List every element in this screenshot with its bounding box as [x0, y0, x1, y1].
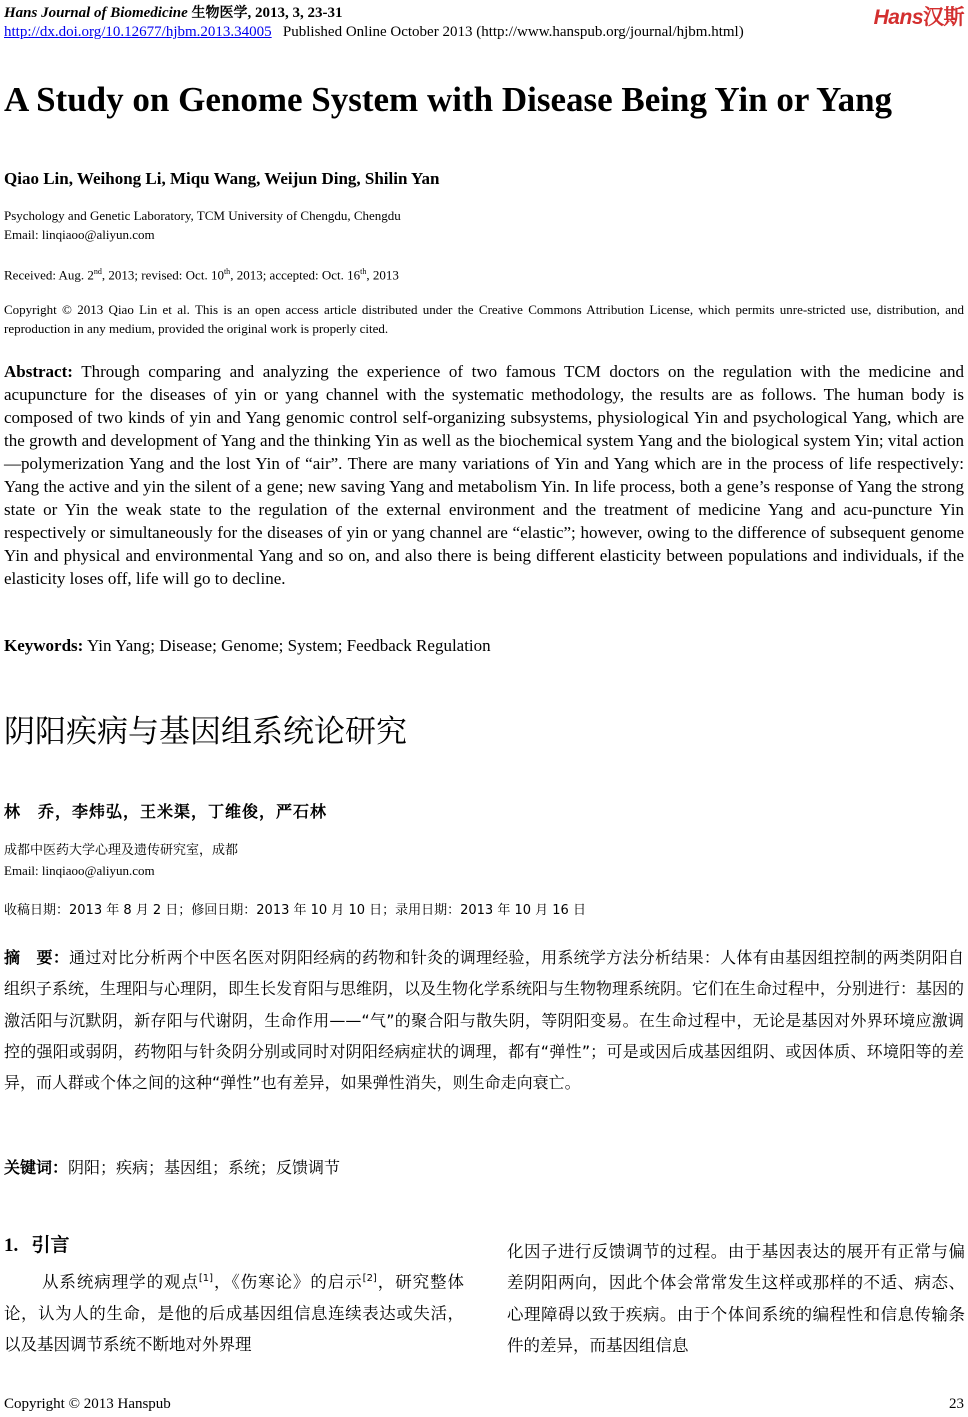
affiliation-block-cn [4, 841, 238, 881]
authors-en: Qiao Lin, Weihong Li, Miqu Wang, Weijun Ding, Shilin Yan [4, 169, 440, 188]
keywords-cn [4, 1155, 340, 1178]
keywords-text-cn: 阴阳；疾病；基因组；系统；反馈调节 [68, 1158, 341, 1177]
published-online: Published Online October 2013 (http://www.hanspub.org/journal/hjbm.html) [282, 24, 744, 40]
email-en: Email: linqiaoo@aliyun.com [4, 227, 155, 242]
accepted-date: , 2013; accepted: Oct. 16 [230, 267, 361, 283]
revised-sup: th [223, 267, 231, 276]
section-title: 引言 [31, 1234, 70, 1256]
journal-name: Hans Journal of Biomedicine [4, 5, 188, 21]
received-sup: nd [93, 267, 102, 276]
page-number: 23 [949, 1396, 964, 1412]
footer-copyright: Copyright © 2013 Hanspub [4, 1396, 171, 1412]
intro-text-2: ，《伤寒论》的启示 [213, 1272, 363, 1292]
body-column-left [4, 1228, 464, 1360]
section-number: 1. [4, 1235, 19, 1256]
paper-title-cn: 阴阳疾病与基因组系统论研究 [4, 714, 407, 750]
keywords-label: Keywords: [4, 636, 84, 655]
intro-paragraph [4, 1263, 464, 1360]
abstract-cn [4, 942, 964, 1098]
body-column-right: 化因子进行反馈调节的过程。由于基因表达的展开有正常与偏差阴阳两向，因此个体会常常发生这样或那样的不适、病态、心理障碍以致于疾病。由于个体间系统的编程性和信息传输条件的差异，而基因组信息 [507, 1242, 965, 1355]
affiliation-block-en [4, 206, 401, 244]
abstract-text-cn: 通过对比分析两个中医名医对阴阳经病的药物和针灸的调理经验，用系统学方法分析结果：人体有由基因组控制的两类阴阳自组织子系统，生理阳与心理阴，即生长发育阳与思维阴，以及生物化学系统阳与生物物理系统阴。它们在生命过程中，分别进行：基因的激活阳与沉默阴，新存阳与代谢阴，生命作用——“气”的聚合阳与散失阴，等阴阳变易。在生命过程中，无论是基因对外界环境应激调控的强阳或弱阴，药物阳与针灸阴分别或同时对阴阳经病症状的调理，都有“弹性”；可是或因后成基因组阴、或因体质、环境阳等的差异，而人群或个体之间的这种“弹性”也有差异，如果弹性消失，则生命走向衰亡。 [4, 948, 965, 1093]
section-heading [4, 1228, 464, 1263]
intro-text-3: ，研究整体论，认为人的生命，是他的后成基因组信息连续表达或失活，以及基因调节系统不断地对外界理 [4, 1272, 465, 1355]
intro-text-1: 从系统病理学的观点 [42, 1272, 199, 1292]
abstract-label: Abstract: [4, 362, 73, 381]
running-header [4, 2, 343, 22]
authors-cn: 林 乔，李炜弘，王米渠，丁维俊，严石林 [4, 802, 328, 821]
citation-2[interactable]: [2] [362, 1273, 377, 1284]
volume-info: , 2013, 3, 23-31 [247, 5, 343, 21]
doi-line [4, 24, 744, 41]
license-note: Copyright © 2013 Qiao Lin et al. This is an open access article distributed under the Creative Commons Attribution License, which permits unre-stricted use, distribution, and reproduction in any medium, provided the original work is properly cited. [4, 302, 964, 336]
keywords-text: Yin Yang; Disease; Genome; System; Feedback Regulation [86, 636, 491, 655]
dates-cn: 收稿日期：2013 年 8 月 2 日；修回日期：2013 年 10 月 10 日；录用日期：2013 年 10 月 16 日 [4, 903, 586, 918]
abstract-label-cn: 摘 要： [4, 948, 70, 967]
abstract-en [4, 360, 964, 590]
abstract-text: Through comparing and analyzing the experience of two famous TCM doctors on the regulation with the medicine and acupuncture for the diseases of yin or yang channel with the systematic methodology, the results are as follows. The human body is composed of two kinds of yin and Yang genomic control self-organizing subsystems, physiological Yin and psychological Yang, which are the growth and development of Yang and the thinking Yin as well as the biochemical system Yang and the biological system Yin; vital action—polymerization Yang and the lost Yin of “air”. There are many variations of Yin and Yang which are in the process of life respectively: Yang the active and yin the silent of a gene; new saving Yang and metabolism Yin. In life process, both a gene’s response of Yang the strong state or Yin the weak state to the regulation of the external environment and the treatment of medicine Yang and acu-puncture Yin respectively or simultaneously for the diseases of yin or yang channel are “elastic”; however, owing to the difference of subsequent genome Yin and physical and environmental Yang and so on, and also there is being different elasticity between populations and individuals, if the elasticity loses off, life will go to decline. [4, 362, 964, 588]
revised-date: , 2013; revised: Oct. 10 [101, 267, 224, 283]
journal-name-cn: 生物医学 [191, 5, 248, 21]
accepted-sup: th [360, 267, 367, 276]
doi-link[interactable]: http://dx.doi.org/10.12677/hjbm.2013.34005 [4, 24, 272, 40]
keywords-label-cn: 关键词： [4, 1158, 69, 1177]
dates-tail: , 2013 [366, 267, 399, 283]
keywords-en [4, 636, 491, 656]
citation-1[interactable]: [1] [198, 1273, 214, 1284]
logo-text-cn: 汉斯 [923, 5, 964, 29]
publisher-logo [874, 1, 964, 31]
affiliation-en: Psychology and Genetic Laboratory, TCM University of Chengdu, Chengdu [4, 208, 401, 223]
email-cn: Email: linqiaoo@aliyun.com [4, 863, 155, 878]
logo-text: Hans [873, 6, 923, 29]
affiliation-cn: 成都中医药大学心理及遗传研究室，成都 [4, 843, 239, 858]
received-date: Received: Aug. 2 [4, 267, 94, 283]
dates-en [4, 262, 399, 284]
paper-title-en: A Study on Genome System with Disease Being Yin or Yang [4, 80, 893, 119]
